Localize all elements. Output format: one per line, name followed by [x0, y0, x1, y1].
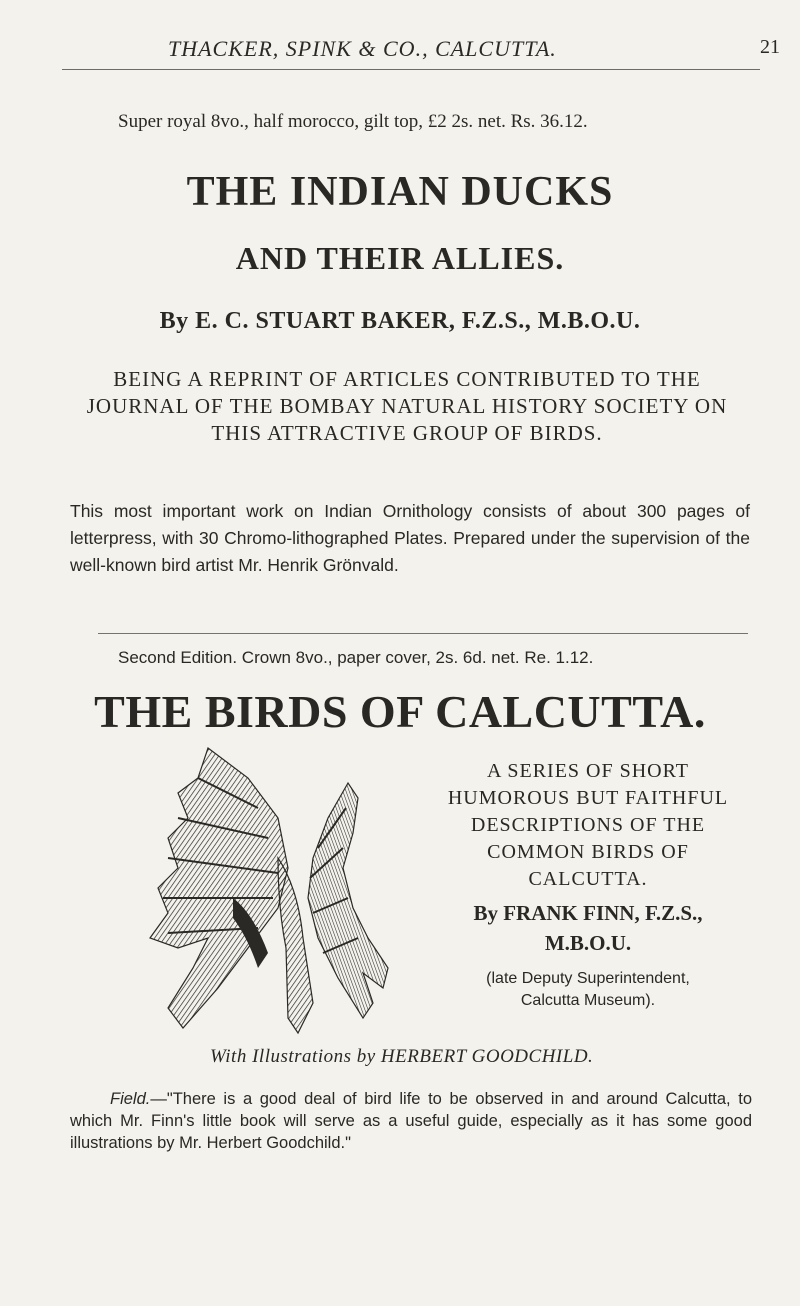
author-line: M.B.O.U. [544, 931, 632, 955]
author-line: By FRANK FINN, F.Z.S., [473, 901, 703, 925]
series-line: HUMOROUS BUT FAITHFUL [447, 787, 729, 809]
bird-wings-illustration [138, 738, 396, 1036]
review-source: Field. [110, 1090, 151, 1108]
book2-title: THE BIRDS OF CALCUTTA. [94, 686, 706, 737]
book1-subtitle: BEING A REPRINT OF ARTICLES CONTRIBUTED TO THE JOURNAL OF THE BOMBAY NATURAL HISTORY SOCIETY ON THIS ATTRACTIVE GROUP OF BIRDS. [86, 367, 728, 445]
review-text: —"There is a good deal of bird life to be observed in and around Calcutta, to which Mr. Finn's little book will serve as a useful guide, especially as it has some good illustrations by Mr. Herbert Goodchild." [70, 1090, 752, 1152]
page-number: 21 [760, 36, 780, 58]
header-rule [62, 69, 760, 70]
book1-author: By E. C. STUART BAKER, F.Z.S., M.B.O.U. [159, 308, 641, 334]
book2-illustrations-credit: With Illustrations by HERBERT GOODCHILD. [210, 1046, 594, 1067]
book2-author-note [416, 968, 760, 1012]
section-divider [98, 633, 748, 634]
note-line: (late Deputy Superintendent, [486, 970, 690, 987]
series-line: CALCUTTA. [528, 868, 648, 890]
note-line: Calcutta Museum). [520, 992, 656, 1009]
book1-title-line1: THE INDIAN DUCKS [186, 169, 614, 215]
series-line: A SERIES OF SHORT [487, 760, 689, 782]
book2-author [416, 898, 760, 958]
book2-review [70, 1088, 752, 1154]
series-line: DESCRIPTIONS OF THE [470, 814, 706, 836]
book2-series-description [416, 758, 760, 893]
book2-edition-price: Second Edition. Crown 8vo., paper cover, 2s. 6d. net. Re. 1.12. [118, 648, 594, 667]
book1-description: This most important work on Indian Ornithology consists of about 300 pages of letterpress, with 30 Chromo-lithographed Plates. Prepared under the supervision of the well-known bird artist Mr. Henrik Grönvald. [70, 501, 750, 575]
running-head: THACKER, SPINK & CO., CALCUTTA. [168, 36, 557, 61]
book1-format-price: Super royal 8vo., half morocco, gilt top, £2 2s. net. Rs. 36.12. [118, 111, 588, 132]
series-line: COMMON BIRDS OF [487, 841, 689, 863]
book1-title-line2: AND THEIR ALLIES. [235, 240, 565, 276]
